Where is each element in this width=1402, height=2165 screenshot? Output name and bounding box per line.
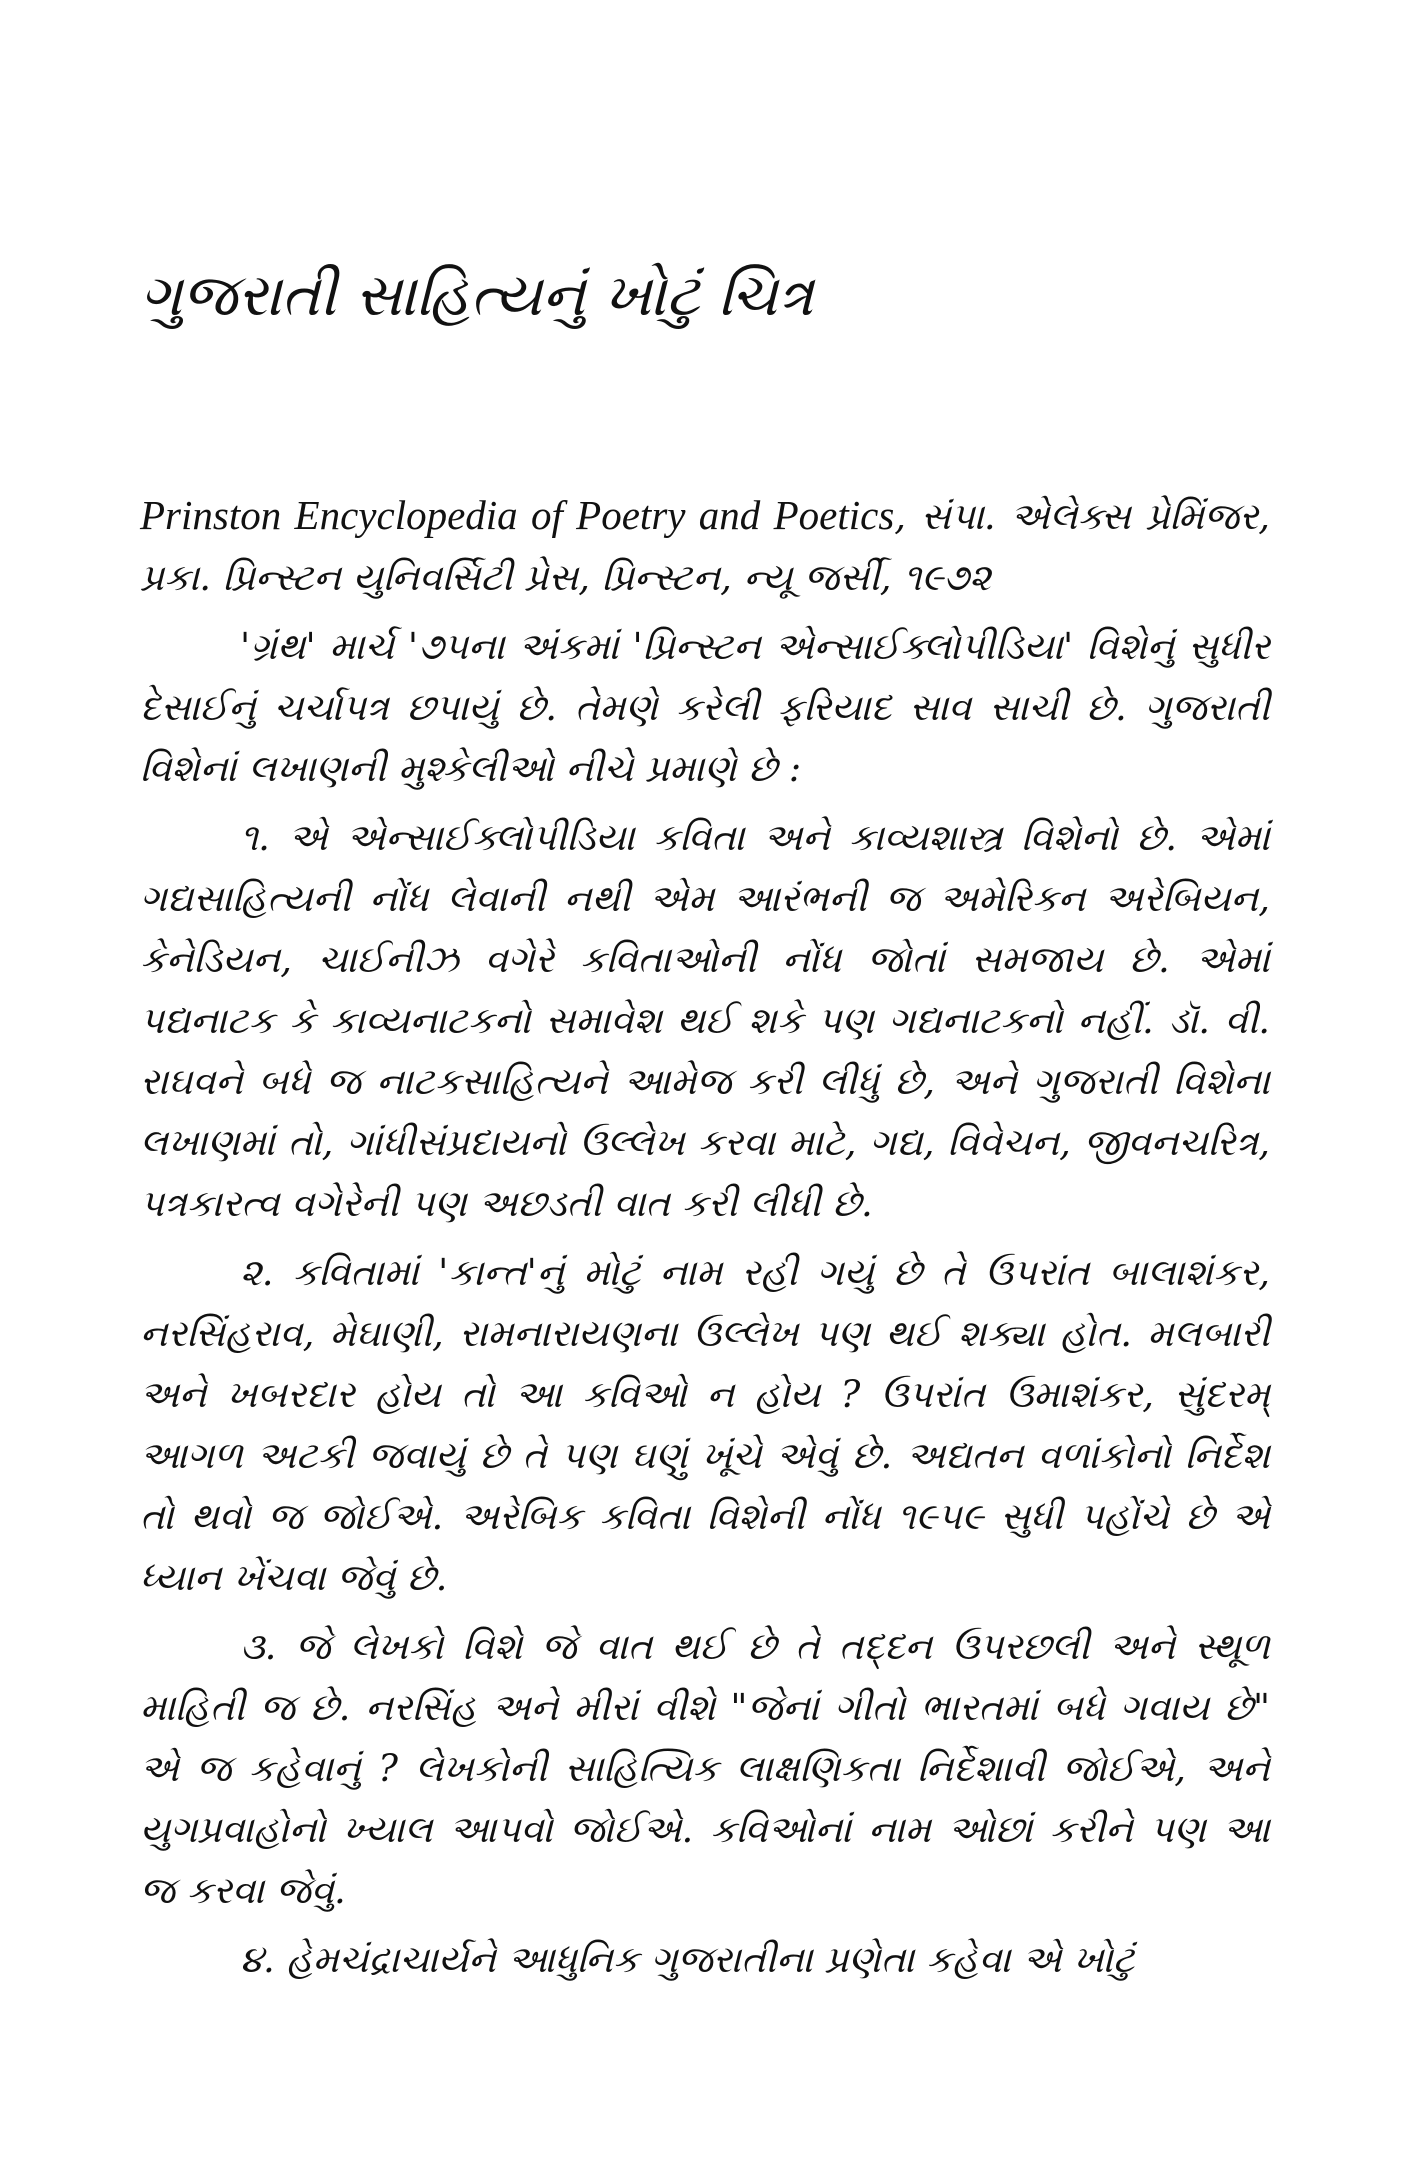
page-title: ગુજરાતી સાહિત્યનું ખોટું ચિત્ર bbox=[140, 261, 814, 329]
point-4-paragraph: ૪. હેમચંદ્રાચાર્યને આધુનિક ગુજરાતીના પ્રણેતા કહેવા એ ખોટું bbox=[240, 1938, 1135, 1981]
point-2-paragraph: ૨. કવિતામાં 'કાન્ત'નું મોટું નામ રહી ગયું છે તે ઉપરાંત બાલાશંકર, નરસિંહરાવ, મેઘાણી, રામનારાયણના ઉલ્લેખ પણ થઈ શક્યા હોત. મલબારી અને ખબરદાર હોય તો આ કવિઓ ન હોય ? ઉપરાંત ઉમાશંકર, સુંદરમ્ આગળ અટકી જવાયું છે તે પણ ઘણું ખૂંચે એવું છે. અદ્યતન વળાંકોનો નિર્દેશ તો થવો જ જોઈએ. અરેબિક કવિતા વિશેની નોંધ ૧૯૫૯ સુધી પહોંચે છે એ ધ્યાન ખેંચવા જેવું છે. bbox=[140, 1251, 1270, 1599]
point-3-paragraph: ૩. જે લેખકો વિશે જે વાત થઈ છે તે તદ્દન ઉપરછલી અને સ્થૂળ માહિતી જ છે. નરસિંહ અને મીરાં વીશે "જેનાં ગીતો ભારતમાં બધે ગવાય છે" એ જ કહેવાનું ? લેખકોની સાહિત્યિક લાક્ષણિકતા નિર્દેશાવી જોઈએ, અને યુગપ્રવાહોનો ખ્યાલ આપવો જોઈએ. કવિઓનાં નામ ઓછાં કરીને પણ આ જ કરવા જેવું. bbox=[140, 1625, 1270, 1912]
book-title: Prinston Encyclopedia of Poetry and Poetics bbox=[140, 492, 895, 538]
intro-paragraph: 'ગ્રંથ' માર્ચ '૭૫ના અંકમાં 'પ્રિન્સ્ટન એન્સાઈક્લોપીડિયા' વિશેનું સુધીર દેસાઈનું ચર્ચાપત્ર છપાયું છે. તેમણે કરેલી ફરિયાદ સાવ સાચી છે. ગુજરાતી વિશેનાં લખાણની મુશ્કેલીઓ નીચે પ્રમાણે છે : bbox=[140, 625, 1270, 790]
point-1-paragraph: ૧. એ એન્સાઈક્લોપીડિયા કવિતા અને કાવ્યશાસ્ત્ર વિશેનો છે. એમાં ગદ્યસાહિત્યની નોંધ લેવાની નથી એમ આરંભની જ અમેરિકન અરેબિયન, કેનેડિયન, ચાઈનીઝ વગેરે કવિતાઓની નોંધ જોતાં સમજાય છે. એમાં પદ્યનાટક કે કાવ્યનાટકનો સમાવેશ થઈ શકે પણ ગદ્યનાટકનો નહીં. ડૉ. વી. રાઘવને બધે જ નાટકસાહિત્યને આમેજ કરી લીધું છે, અને ગુજરાતી વિશેના લખાણમાં તો, ગાંધીસંપ્રદાયનો ઉલ્લેખ કરવા માટે, ગદ્ય, વિવેચન, જીવનચરિત્ર, પત્રકારત્વ વગેરેની પણ અછડતી વાત કરી લીધી છે. bbox=[140, 816, 1270, 1225]
article-body bbox=[140, 485, 1270, 1998]
reference-details: , સંપા. એલેક્સ પ્રેમિંજર, પ્રકા. પ્રિન્સ્ટન યુનિવર્સિટી પ્રેસ, પ્રિન્સ્ટન, ન્યૂ જર્સી, ૧૯૭૨ bbox=[140, 495, 1270, 599]
reference-paragraph bbox=[140, 485, 1270, 608]
